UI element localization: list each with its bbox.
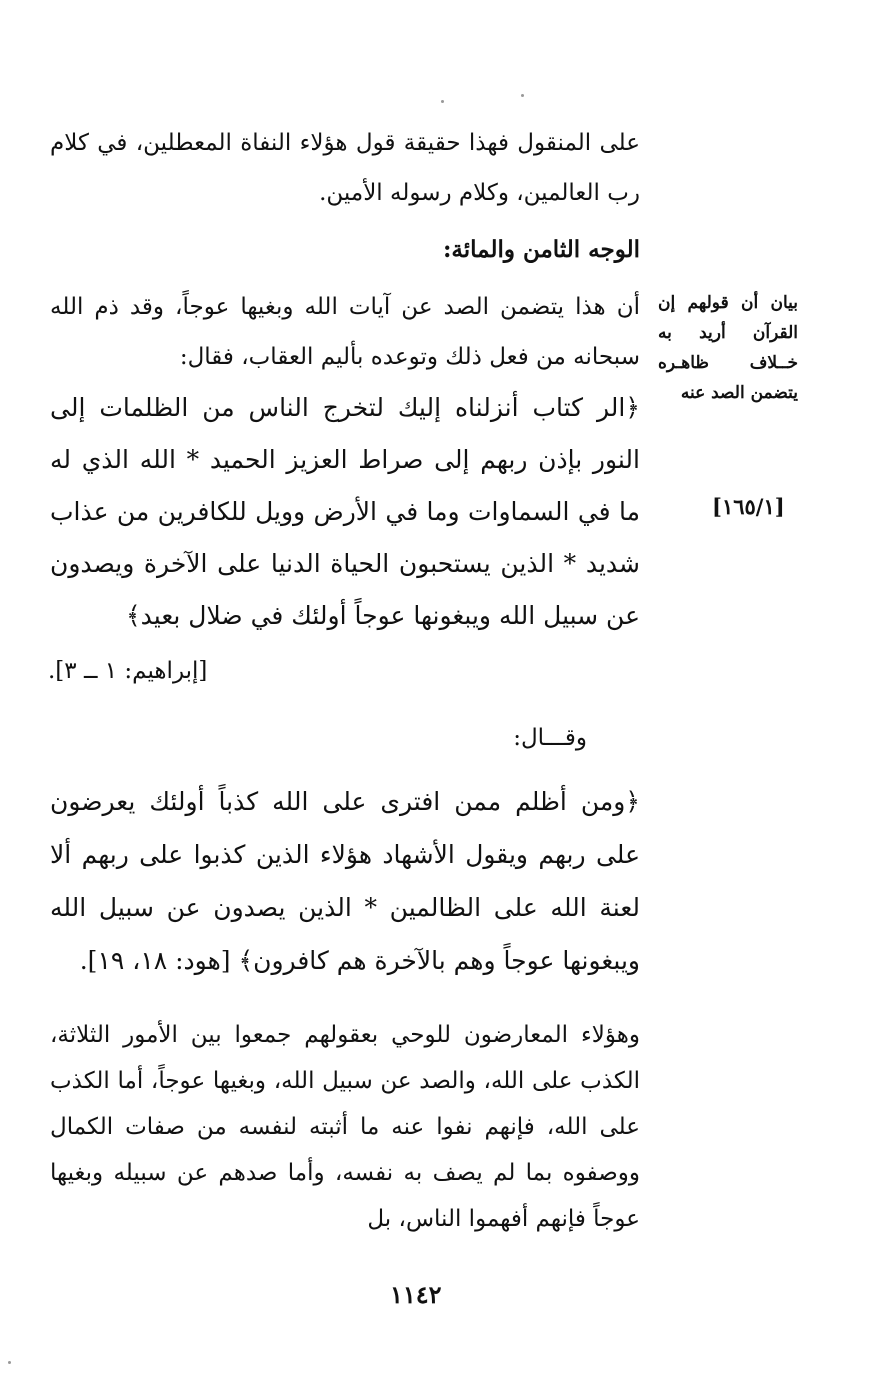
paragraph-2: أن هذا يتضمن الصد عن آيات الله وبغيها عوجاً، وقد ذم الله سبحانه من فعل ذلك وتوعده بأليم العقاب، فقال: xyxy=(50,294,640,370)
margin-reference: [١٦٥/١] xyxy=(712,494,785,519)
speck-mark xyxy=(8,1361,11,1364)
page-number: ١١٤٢ xyxy=(390,1280,442,1309)
paragraph-1: على المنقول فهذا حقيقة قول هؤلاء النفاة المعطلين، في كلام رب العالمين، وكلام رسوله الأمين. xyxy=(50,130,640,206)
margin-note: بيان أن قولهم إن القرآن أريد به خــلاف ظاهـره يتضمن الصد عنه xyxy=(658,293,798,403)
quran-quote-1: ﴿الر كتاب أنزلناه إليك لتخرج الناس من الظلمات إلى النور بإذن ربهم إلى صراط العزيز الحميد * الله الذي له ما في السماوات وما في الأرض وويل للكافرين من عذاب شديد * الذين يستحبون الحياة الدنيا على الآخرة ويصدون عن سبيل الله ويبغونها عوجاً أولئك في ضلال بعيد﴾ xyxy=(50,393,640,630)
paragraph-3: وهؤلاء المعارضون للوحي بعقولهم جمعوا بين الأمور الثلاثة، الكذب على الله، والصد عن سبيل الله، وبغيها عوجاً، أما الكذب على الله، فإنهم نفوا عنه ما أثبته لنفسه من صفات الكمال ووصفوه بما لم يصف به نفسه، وأما صدهم عن سبيله وبغيها عوجاً فإنهم أفهموا الناس، بل xyxy=(50,1022,640,1232)
quran-reference-1: [إبراهيم: ١ ــ ٣]. xyxy=(48,658,208,684)
speck-mark xyxy=(521,94,524,97)
quran-quote-2: ﴿ومن أظلم ممن افترى على الله كذباً أولئك يعرضون على ربهم ويقول الأشهاد هؤلاء الذين كذبوا على ربهم ألا لعنة الله على الظالمين * الذين يصدون عن سبيل الله ويبغونها عوجاً وهم بالآخرة هم كافرون﴾ [هود: ١٨، ١٩]. xyxy=(50,787,640,975)
speck-mark xyxy=(441,100,444,103)
section-heading: الوجه الثامن والمائة: xyxy=(442,236,640,263)
said-label: وقـــال: xyxy=(513,725,587,751)
